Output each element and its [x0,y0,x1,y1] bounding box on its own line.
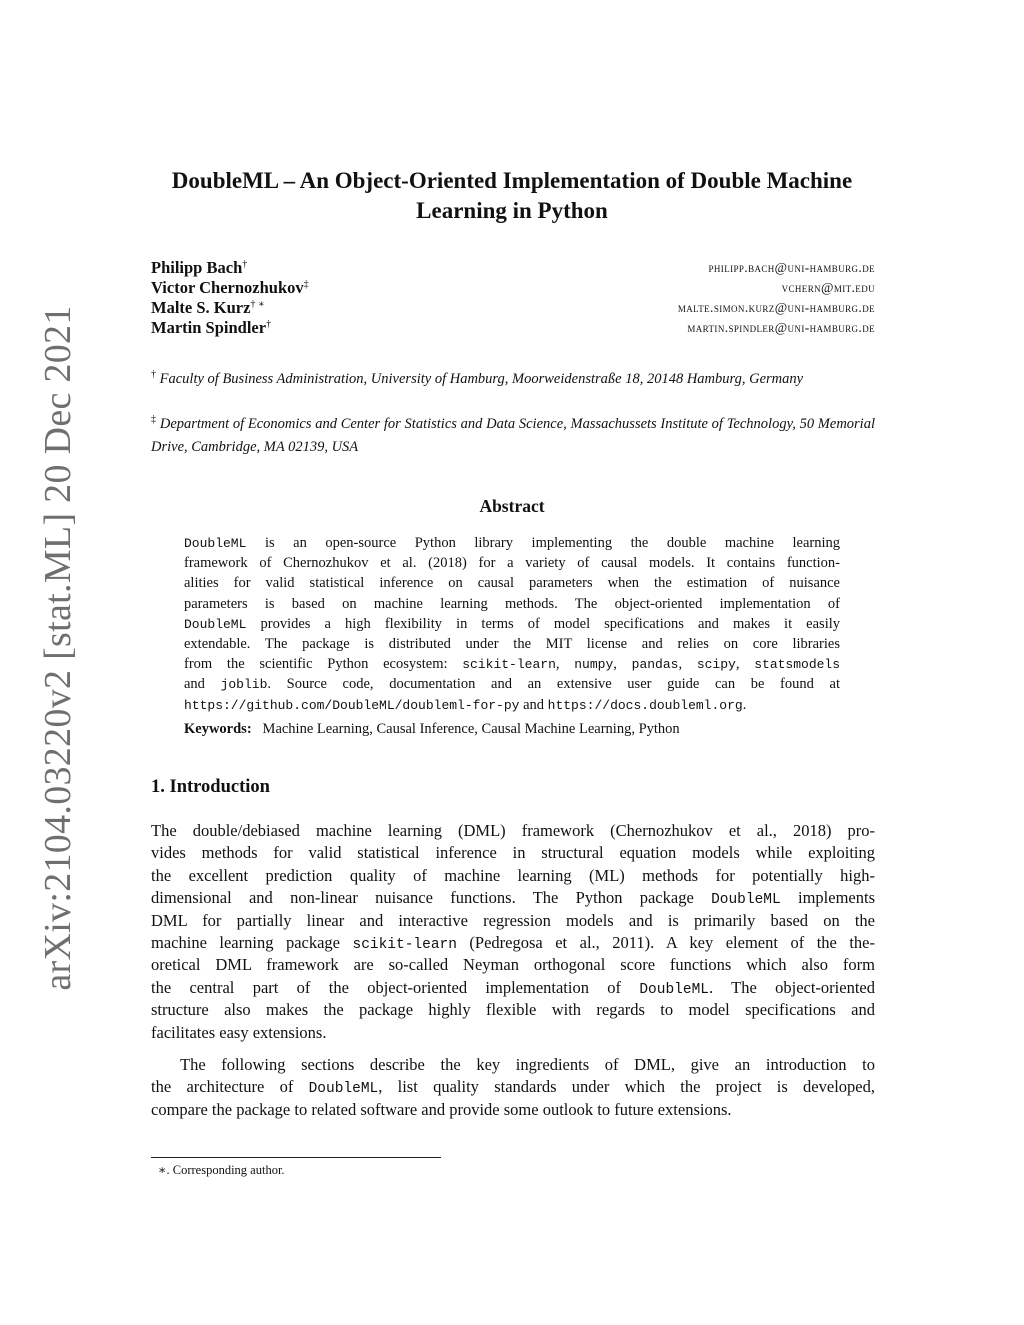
text-run: (Pedregosa et al., 2011). A key element of the the- [456,933,875,952]
text-run: and [184,676,221,693]
code-term: statsmodels [754,657,841,673]
text-run: The following sections describe the key ingredients of DML, give an introduction to [180,1055,875,1074]
section-heading-introduction: 1. Introduction [151,777,270,797]
text-run: DML for partially linear and interactive regression models and is primarily based on the [151,910,875,930]
text-line [151,932,875,954]
author-name: Philipp Bach† [151,258,248,277]
code-term: https://github.com/DoubleML/doubleml-for-py [184,697,520,713]
text-run: , list quality standards under which the project is developed, [378,1077,875,1097]
text-run: the architecture of [151,1077,309,1097]
text-run: parameters is based on machine learning methods. The object-oriented implementation of [184,595,840,612]
code-term: scikit-learn [462,657,556,673]
footnote-text: Corresponding author. [172,1163,285,1177]
text-line [151,820,875,842]
code-term: numpy [574,657,614,673]
text-run: framework of Chernozhukov et al. (2018) for a variety of causal models. It contains function- [184,555,840,572]
code-term: https://docs.doubleml.org [547,697,743,713]
text-line [151,954,875,976]
text-line [151,865,875,887]
author-name: Martin Spindler† [151,318,272,337]
author-row [151,258,875,278]
text-run: from the scientific Python ecosystem: [184,656,463,673]
author-email: vchern@mit.edu [781,280,875,295]
text-run: compare the package to related software and provide some outlook to future extensions. [151,1099,732,1119]
text-line [184,695,840,715]
text-run: . [742,696,747,713]
author-name: Malte S. Kurz† ∗ [151,298,265,317]
author-row [151,298,875,318]
abstract-heading: Abstract [479,496,545,516]
text-line [184,654,840,674]
author-row [151,318,875,338]
author-email: martin.spindler@uni-hamburg.de [687,320,875,335]
text-run: . The object-oriented [708,977,875,997]
text-run: provides a high flexibility in terms of model specifications and makes it easily [246,615,840,632]
author-email: malte.simon.kurz@uni-hamburg.de [677,300,875,315]
text-line [151,999,875,1021]
text-run: structure also makes the package highly flexible with regards to model specifications and [151,1000,875,1020]
text-line [151,910,875,932]
text-line [151,1022,875,1044]
text-line [151,1076,875,1098]
text-line [151,887,875,909]
author-affiliation-mark: ‡ [303,279,309,290]
author-name: Victor Chernozhukov‡ [151,278,309,297]
text-run: , [613,656,632,673]
affiliation-mark: ‡ [151,414,157,425]
keywords [184,721,680,738]
code-term: DoubleML [184,536,247,551]
text-line [184,634,840,654]
code-term: scipy [696,657,736,673]
arxiv-identifier-stamp: arXiv:2104.03220v2 [stat.ML] 20 Dec 2021 [37,305,79,991]
text-run: vides methods for valid statistical inference in structural equation models while exploiting [151,843,875,863]
text-run: oretical DML framework are so-called Neyman orthogonal score functions which also form [151,955,875,975]
code-term: DoubleML [639,981,709,998]
text-line [184,573,840,593]
footnote-divider [151,1157,441,1158]
text-line [151,842,875,864]
code-term: DoubleML [184,616,247,632]
code-term: pandas [631,657,679,673]
keywords-label: Keywords: [184,721,252,737]
text-run: The double/debiased machine learning (DML) framework (Chernozhukov et al., 2018) pro- [151,821,875,840]
affiliation-text: Department of Economics and Center for Statistics and Data Science, Massachussets Institute of Technology, 50 Memorial Drive, Cambridge, MA 02139, USA [151,416,875,455]
text-line [184,594,840,614]
text-run: dimensional and non-linear nuisance functions. The Python package [151,888,712,908]
code-term: DoubleML [711,892,781,909]
text-run: facilitates easy extensions. [151,1022,327,1042]
text-run: , [678,656,697,673]
affiliation-text: Faculty of Business Administration, University of Hamburg, Moorweidenstraße 18, 20148 Hamburg, Germany [159,371,804,387]
author-affiliation-mark: † [242,259,248,270]
text-run: machine learning package [151,933,353,952]
paper-title: DoubleML – An Object-Oriented Implementation of Double Machine Learning in Python [171,168,853,223]
text-run: the central part of the object-oriented implementation of [151,977,640,997]
text-line [184,614,840,634]
affiliation-hamburg [151,368,875,391]
text-run: alities for valid statistical inference on causal parameters when the estimation of nuisance [184,575,840,592]
text-run: , [735,656,755,673]
affiliation-mit [151,413,875,458]
keywords-text: Machine Learning, Causal Inference, Causal Machine Learning, Python [262,721,680,737]
text-run: implements [780,888,875,908]
affiliation-mark: † [151,369,156,380]
author-affiliation-mark: † ∗ [250,299,265,310]
code-term: DoubleML [308,1081,379,1098]
text-run: the excellent prediction quality of machine learning (ML) methods for potentially high- [151,865,875,885]
text-line [184,674,840,694]
text-run: . Source code, documentation and an extensive user guide can be found at [267,676,840,693]
author-email: philipp.bach@uni-hamburg.de [708,260,875,275]
footnote-corresponding-author [158,1162,285,1178]
text-line [151,1099,875,1121]
text-run: extendable. The package is distributed under the MIT license and relies on core libraries [184,636,840,652]
text-line [180,1054,875,1076]
code-term: joblib [220,677,268,693]
code-term: scikit-learn [352,937,457,953]
footnote-mark: ∗. [158,1163,170,1177]
text-line [184,553,840,573]
text-line [151,977,875,999]
text-run: is an open-source Python library implementing the double machine learning [246,535,840,551]
text-run: and [519,696,548,713]
author-affiliation-mark: † [266,319,272,330]
author-row [151,278,875,298]
text-line [184,533,840,553]
text-run: , [555,656,575,673]
